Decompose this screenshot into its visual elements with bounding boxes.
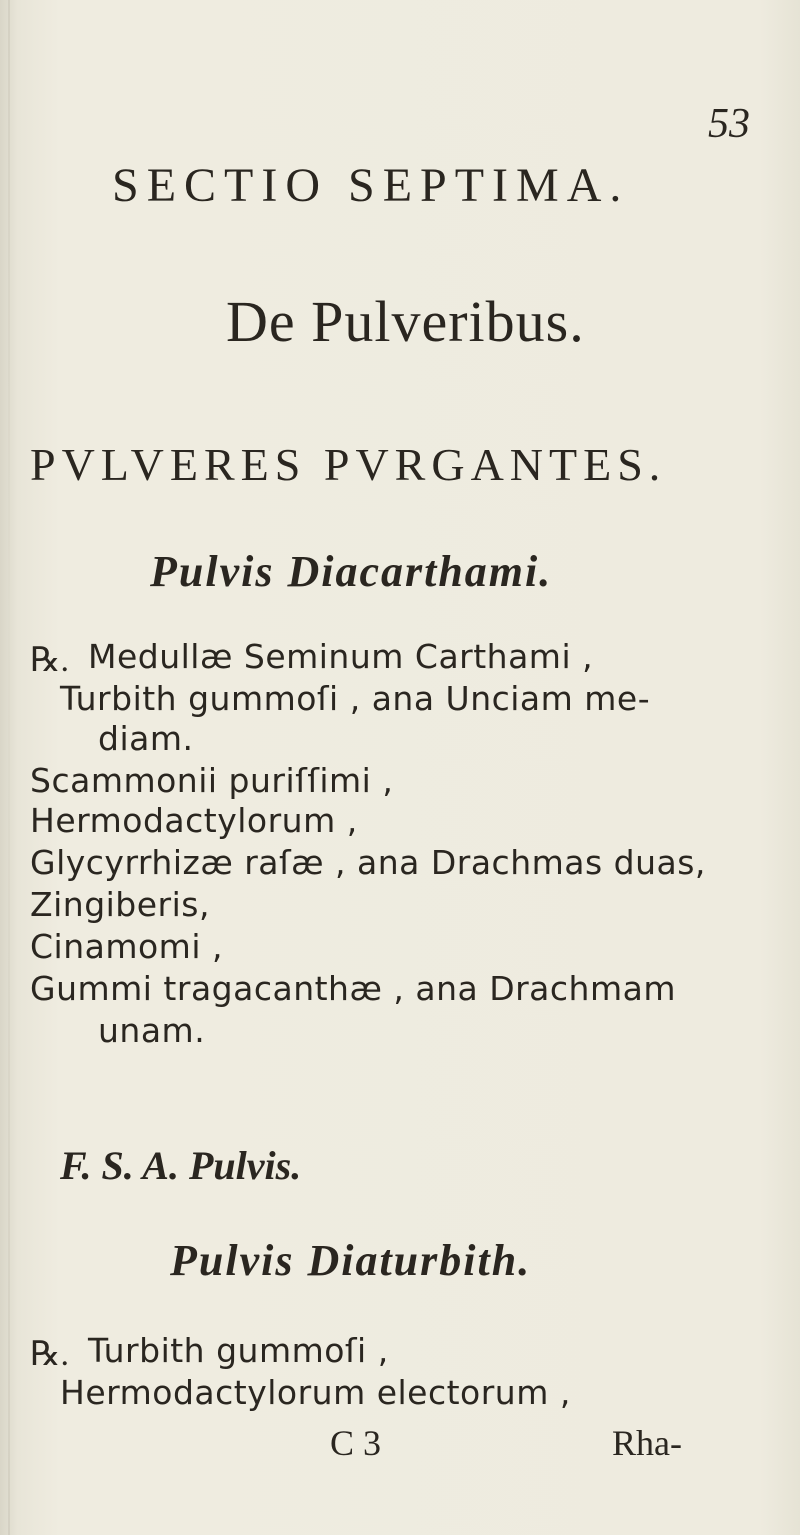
ingredient-line: Hermodactylorum , <box>30 801 358 840</box>
recipe-sign-2: ℞. <box>30 1336 69 1373</box>
ingredient-line: Hermodactylorum electorum , <box>60 1373 571 1412</box>
ingredient-line: Turbith gummoſi , ana Unciam me- <box>60 679 651 718</box>
ingredient-line: Zingiberis, <box>30 885 210 924</box>
ingredient-line: diam. <box>98 719 194 758</box>
ingredient-line: Turbith gummoſi , <box>88 1331 389 1370</box>
category-title: PVLVERES PVRGANTES. <box>30 439 667 490</box>
catchword: Rha- <box>612 1423 682 1463</box>
page-number: 53 <box>708 101 750 147</box>
recipe-signature: F. S. A. Pulvis. <box>60 1143 302 1188</box>
ingredient-line: Gummi tragacanthæ , ana Drachmam <box>30 969 676 1008</box>
signature-mark: C 3 <box>330 1423 382 1463</box>
recipe-sign-1: ℞. <box>30 642 69 679</box>
recipe-title-diacarthami: Pulvis Diacarthami. <box>150 547 553 596</box>
section-title: SECTIO SEPTIMA. <box>112 159 630 212</box>
ingredient-line: Cinamomi , <box>30 927 223 966</box>
recipe-title-diaturbith: Pulvis Diaturbith. <box>170 1236 532 1285</box>
ingredient-line: Scammonii puriſſimi , <box>30 761 394 800</box>
page-gutter <box>8 0 10 1535</box>
chapter-title: De Pulveribus. <box>226 289 585 354</box>
ingredient-line: Medullæ Seminum Carthami , <box>88 637 594 676</box>
ingredient-line: Glycyrrhizæ raſæ , ana Drachmas duas, <box>30 843 706 882</box>
ingredient-line: unam. <box>98 1011 206 1050</box>
